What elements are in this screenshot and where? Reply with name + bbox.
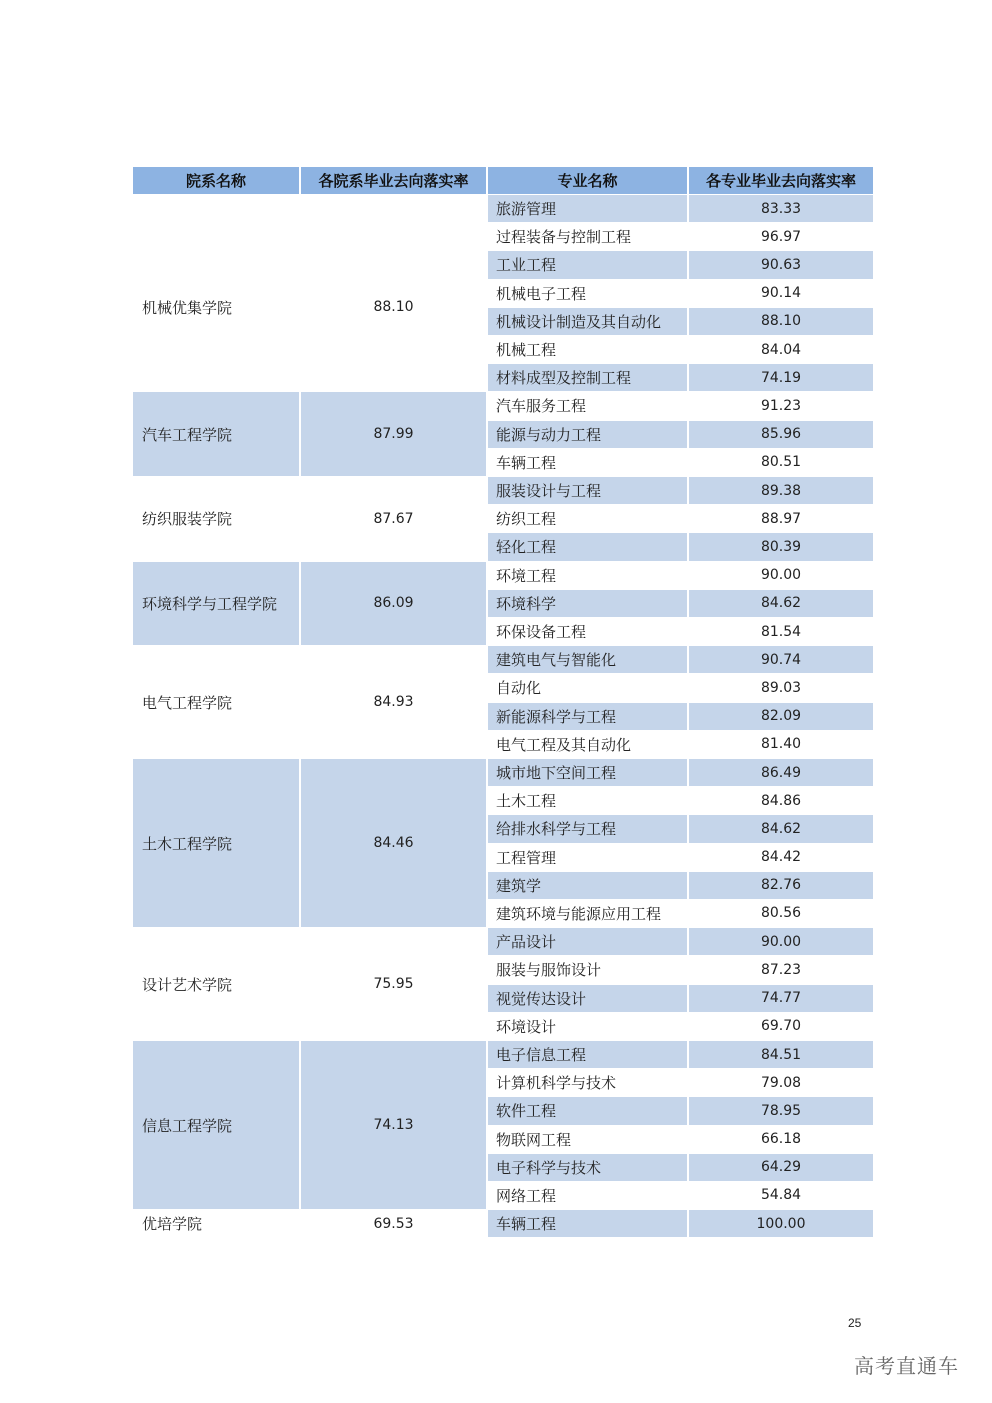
college-name: 设计艺术学院: [133, 928, 299, 1040]
major-row: [488, 195, 873, 222]
major-row: [488, 251, 873, 278]
major-row: [488, 562, 873, 589]
college-rate: 75.95: [301, 928, 486, 1040]
college-name: 机械优集学院: [133, 223, 299, 391]
major-name: 机械电子工程: [488, 280, 687, 307]
college-group: [133, 562, 873, 646]
major-rate: 85.96: [689, 421, 873, 448]
major-row: [488, 1182, 873, 1209]
major-name: 城市地下空间工程: [488, 759, 687, 786]
college-rate: [301, 195, 486, 222]
major-rate: 87.23: [689, 956, 873, 983]
major-row: [488, 223, 873, 250]
major-name: 网络工程: [488, 1182, 687, 1209]
major-name: 建筑电气与智能化: [488, 646, 687, 673]
college-rate: 84.46: [301, 759, 486, 927]
major-name: 工业工程: [488, 251, 687, 278]
major-rate: 90.00: [689, 562, 873, 589]
major-row: [488, 364, 873, 391]
college-name: 环境科学与工程学院: [133, 562, 299, 646]
page-number: 25: [848, 1316, 862, 1330]
major-rate: 91.23: [689, 392, 873, 419]
major-name: 过程装备与控制工程: [488, 223, 687, 250]
major-row: [488, 1210, 873, 1237]
major-rate: 90.14: [689, 280, 873, 307]
college-name: 土木工程学院: [133, 759, 299, 927]
major-rate: 86.49: [689, 759, 873, 786]
major-list: [488, 1041, 873, 1209]
major-row: [488, 449, 873, 476]
major-rate: 82.76: [689, 872, 873, 899]
major-name: 环境工程: [488, 562, 687, 589]
major-rate: 90.00: [689, 928, 873, 955]
graduation-rate-table: [133, 167, 873, 1237]
major-rate: 54.84: [689, 1182, 873, 1209]
major-rate: 84.04: [689, 336, 873, 363]
major-row: [488, 956, 873, 983]
major-name: 纺织工程: [488, 505, 687, 532]
major-row: [488, 872, 873, 899]
major-row: [488, 815, 873, 842]
major-name: 车辆工程: [488, 449, 687, 476]
major-name: 环境设计: [488, 1013, 687, 1040]
college-rate: 87.67: [301, 477, 486, 561]
college-group: [133, 646, 873, 758]
major-row: [488, 844, 873, 871]
major-rate: 90.74: [689, 646, 873, 673]
college-group: [133, 477, 873, 561]
major-name: 工程管理: [488, 844, 687, 871]
major-row: [488, 1154, 873, 1181]
major-name: 视觉传达设计: [488, 985, 687, 1012]
major-list: [488, 646, 873, 758]
major-name: 计算机科学与技术: [488, 1069, 687, 1096]
major-name: 车辆工程: [488, 1210, 687, 1237]
major-name: 环境科学: [488, 590, 687, 617]
major-rate: 84.51: [689, 1041, 873, 1068]
major-row: [488, 1069, 873, 1096]
major-row: [488, 900, 873, 927]
major-name: 机械设计制造及其自动化: [488, 308, 687, 335]
watermark-logo: 高考直通车: [854, 1354, 959, 1378]
major-name: 建筑学: [488, 872, 687, 899]
college-group: [133, 195, 873, 222]
major-rate: 82.09: [689, 703, 873, 730]
major-name: 产品设计: [488, 928, 687, 955]
major-row: [488, 1041, 873, 1068]
college-group: [133, 928, 873, 1040]
college-rate: 84.93: [301, 646, 486, 758]
major-rate: 80.39: [689, 533, 873, 560]
major-rate: 89.03: [689, 674, 873, 701]
header-college-rate: 各院系毕业去向落实率: [301, 167, 486, 194]
table-header: [133, 167, 873, 194]
major-list: [488, 195, 873, 222]
college-name: 汽车工程学院: [133, 392, 299, 476]
major-rate: 88.10: [689, 308, 873, 335]
major-rate: 74.19: [689, 364, 873, 391]
major-name: 电子信息工程: [488, 1041, 687, 1068]
college-rate: 69.53: [301, 1210, 486, 1237]
major-list: [488, 223, 873, 391]
major-rate: 64.29: [689, 1154, 873, 1181]
major-name: 轻化工程: [488, 533, 687, 560]
major-rate: 81.54: [689, 618, 873, 645]
college-group: [133, 1210, 873, 1237]
major-rate: 74.77: [689, 985, 873, 1012]
major-name: 新能源科学与工程: [488, 703, 687, 730]
major-rate: 100.00: [689, 1210, 873, 1237]
major-row: [488, 280, 873, 307]
major-row: [488, 759, 873, 786]
major-row: [488, 674, 873, 701]
header-major-rate: 各专业毕业去向落实率: [689, 167, 873, 194]
college-group: [133, 223, 873, 391]
major-name: 物联网工程: [488, 1126, 687, 1153]
major-row: [488, 618, 873, 645]
major-rate: 84.62: [689, 815, 873, 842]
major-name: 机械工程: [488, 336, 687, 363]
major-name: 材料成型及控制工程: [488, 364, 687, 391]
college-rate: 87.99: [301, 392, 486, 476]
college-group: [133, 1041, 873, 1209]
major-row: [488, 928, 873, 955]
header-major-name: 专业名称: [488, 167, 687, 194]
college-rate: 88.10: [301, 223, 486, 391]
major-rate: 84.86: [689, 787, 873, 814]
major-list: [488, 759, 873, 927]
major-rate: 84.62: [689, 590, 873, 617]
major-name: 旅游管理: [488, 195, 687, 222]
major-row: [488, 1013, 873, 1040]
major-name: 能源与动力工程: [488, 421, 687, 448]
college-name: 纺织服装学院: [133, 477, 299, 561]
major-row: [488, 505, 873, 532]
major-row: [488, 336, 873, 363]
major-list: [488, 562, 873, 646]
major-list: [488, 392, 873, 476]
major-name: 电子科学与技术: [488, 1154, 687, 1181]
major-row: [488, 1097, 873, 1124]
major-row: [488, 392, 873, 419]
major-row: [488, 533, 873, 560]
college-group: [133, 759, 873, 927]
major-rate: 90.63: [689, 251, 873, 278]
college-rate: 86.09: [301, 562, 486, 646]
college-name: [133, 195, 299, 222]
major-list: [488, 1210, 873, 1237]
major-rate: 83.33: [689, 195, 873, 222]
major-rate: 84.42: [689, 844, 873, 871]
major-name: 软件工程: [488, 1097, 687, 1124]
major-name: 汽车服务工程: [488, 392, 687, 419]
major-row: [488, 646, 873, 673]
major-name: 服装与服饰设计: [488, 956, 687, 983]
major-rate: 96.97: [689, 223, 873, 250]
major-list: [488, 477, 873, 561]
major-name: 服装设计与工程: [488, 477, 687, 504]
major-row: [488, 703, 873, 730]
major-row: [488, 308, 873, 335]
major-row: [488, 1126, 873, 1153]
major-row: [488, 985, 873, 1012]
college-name: 电气工程学院: [133, 646, 299, 758]
major-rate: 78.95: [689, 1097, 873, 1124]
major-rate: 66.18: [689, 1126, 873, 1153]
major-rate: 80.51: [689, 449, 873, 476]
major-name: 建筑环境与能源应用工程: [488, 900, 687, 927]
header-college-name: 院系名称: [133, 167, 299, 194]
major-rate: 81.40: [689, 731, 873, 758]
major-row: [488, 477, 873, 504]
major-name: 自动化: [488, 674, 687, 701]
major-rate: 69.70: [689, 1013, 873, 1040]
major-row: [488, 731, 873, 758]
major-name: 环保设备工程: [488, 618, 687, 645]
major-name: 电气工程及其自动化: [488, 731, 687, 758]
college-group: [133, 392, 873, 476]
major-row: [488, 421, 873, 448]
major-rate: 88.97: [689, 505, 873, 532]
table-body: [133, 195, 873, 1237]
college-rate: 74.13: [301, 1041, 486, 1209]
major-row: [488, 787, 873, 814]
major-list: [488, 928, 873, 1040]
major-name: 土木工程: [488, 787, 687, 814]
major-rate: 80.56: [689, 900, 873, 927]
college-name: 优培学院: [133, 1210, 299, 1237]
major-name: 给排水科学与工程: [488, 815, 687, 842]
college-name: 信息工程学院: [133, 1041, 299, 1209]
major-rate: 89.38: [689, 477, 873, 504]
major-rate: 79.08: [689, 1069, 873, 1096]
major-row: [488, 590, 873, 617]
